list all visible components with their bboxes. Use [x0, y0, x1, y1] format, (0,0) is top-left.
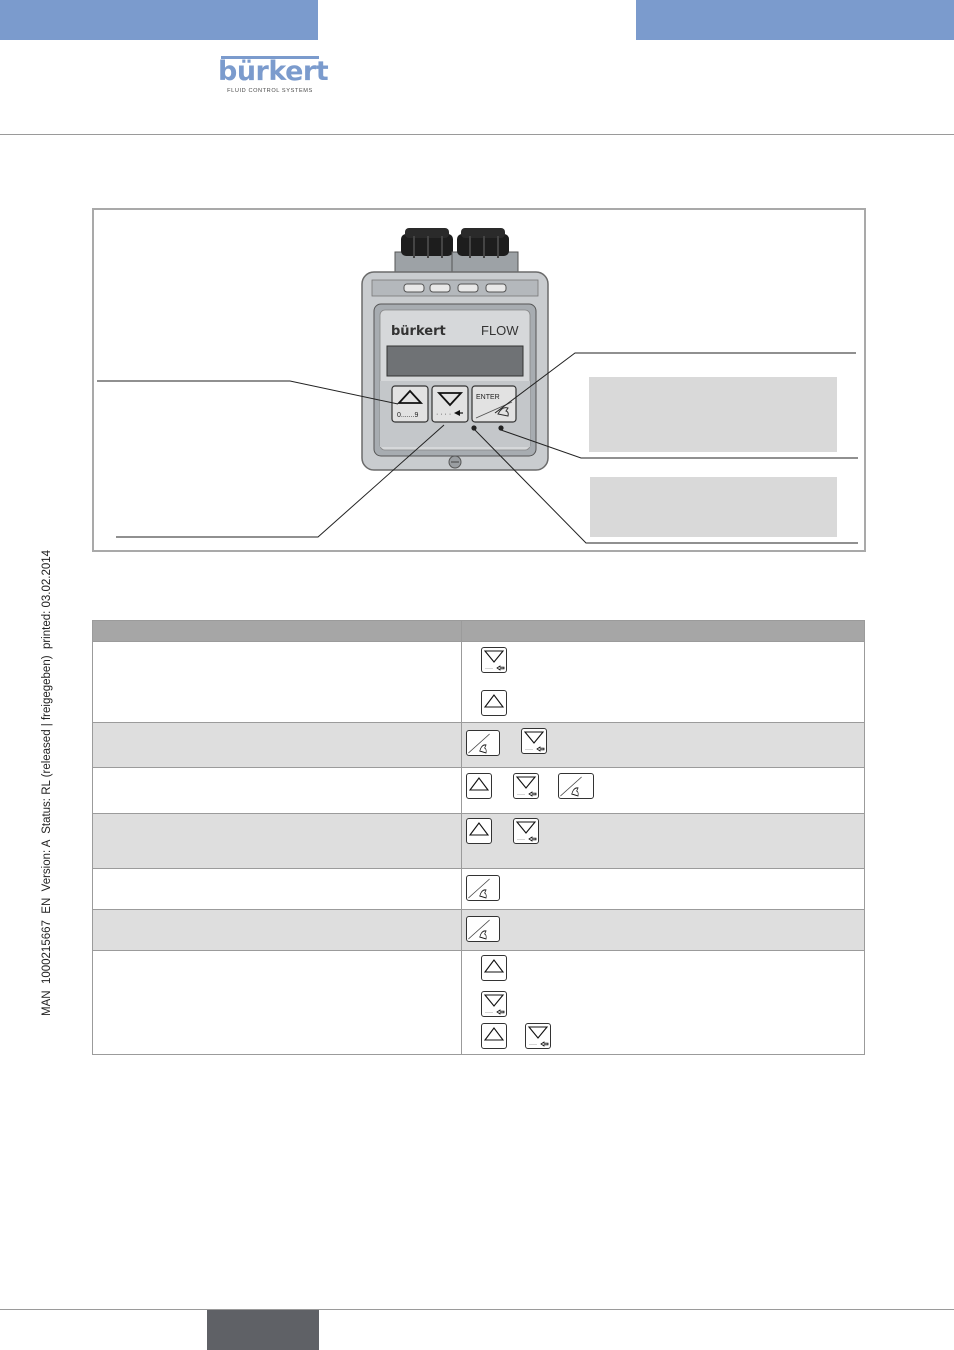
enter-key-icon: [467, 876, 491, 900]
up-key-symbol: [481, 1023, 507, 1049]
svg-text:····: ····: [485, 1010, 493, 1016]
table-row: [93, 869, 865, 910]
table-row: [93, 768, 865, 814]
down-key-symbol: [481, 991, 507, 1017]
table-cell: [462, 869, 865, 910]
document-status-note: MAN 1000215667 EN Version: A Status: RL (released | freigegeben) printed: 03.02.2014: [41, 549, 53, 1016]
leader-enter-key: [495, 353, 856, 413]
svg-text:····: ····: [485, 666, 493, 672]
down-arrow-icon: [514, 774, 538, 798]
table-cell: [93, 768, 462, 814]
up-key-sublabel: 0.......9: [397, 412, 419, 419]
table-row: [93, 642, 865, 723]
table-cell: [462, 910, 865, 951]
enter-key-icon: [559, 774, 583, 798]
enter-key-icon: [467, 917, 491, 941]
down-arrow-icon: [526, 1024, 550, 1048]
down-arrow-icon: [514, 819, 538, 843]
footer-rule: [0, 1309, 954, 1310]
led-left: [471, 425, 476, 430]
table-row: [93, 814, 865, 869]
down-key-symbol: [481, 647, 507, 673]
up-key-symbol: [481, 955, 507, 981]
table-cell: [462, 768, 865, 814]
down-key-symbol: [525, 1023, 551, 1049]
footer-page-tab: [207, 1310, 319, 1350]
table-header-cell: [93, 621, 462, 642]
table-cell: [93, 642, 462, 723]
up-arrow-icon: [467, 774, 491, 798]
down-arrow-icon: [522, 729, 546, 753]
down-arrow-icon: [482, 992, 506, 1016]
table-cell: [93, 869, 462, 910]
up-arrow-icon: [482, 956, 506, 980]
key-function-table: [92, 620, 865, 1055]
table-cell: [462, 951, 865, 1055]
cable-gland-right: [452, 228, 518, 272]
table-row: [93, 951, 865, 1055]
table-cell: [93, 723, 462, 768]
enter-key-symbol: [466, 875, 500, 901]
table-cell: [462, 723, 865, 768]
cable-gland-left: [395, 228, 461, 272]
up-arrow-icon: [467, 819, 491, 843]
device-housing: [362, 272, 548, 470]
table-header-row: [93, 621, 865, 642]
up-key-symbol: [466, 773, 492, 799]
down-arrow-icon: [482, 648, 506, 672]
table-header-cell: [462, 621, 865, 642]
down-key-symbol: [521, 728, 547, 754]
device-enter-key[interactable]: [472, 386, 516, 422]
svg-text:····: ····: [517, 837, 525, 843]
svg-text:····: ····: [525, 747, 533, 753]
logo-wordmark: bürkert: [218, 56, 329, 87]
table-row: [93, 910, 865, 951]
enter-key-symbol: [466, 916, 500, 942]
device-down-key[interactable]: [432, 386, 468, 422]
device-brand-label: bürkert: [391, 324, 446, 339]
enter-key-symbol: [558, 773, 594, 799]
device-model-label: FLOW: [481, 323, 519, 338]
table-cell: [462, 814, 865, 869]
logo-tagline: FLUID CONTROL SYSTEMS: [227, 88, 313, 94]
table-row: [93, 723, 865, 768]
led-right: [498, 425, 503, 430]
leader-up-key: [97, 381, 398, 404]
table-cell: [93, 814, 462, 869]
enter-key-icon: [467, 731, 491, 755]
down-key-symbol: [513, 818, 539, 844]
up-key-symbol: [466, 818, 492, 844]
svg-text:····: ····: [517, 792, 525, 798]
leader-led-right: [501, 430, 858, 458]
svg-text:····: ····: [529, 1042, 537, 1048]
up-key-symbol: [481, 690, 507, 716]
table-cell: [93, 951, 462, 1055]
down-key-dots: · · · ·: [436, 411, 452, 418]
up-arrow-icon: [482, 691, 506, 715]
enter-key-symbol: [466, 730, 500, 756]
table-cell: [462, 642, 865, 723]
up-arrow-icon: [482, 1024, 506, 1048]
enter-key-label: ENTER: [476, 394, 500, 401]
table-cell: [93, 910, 462, 951]
down-key-symbol: [513, 773, 539, 799]
